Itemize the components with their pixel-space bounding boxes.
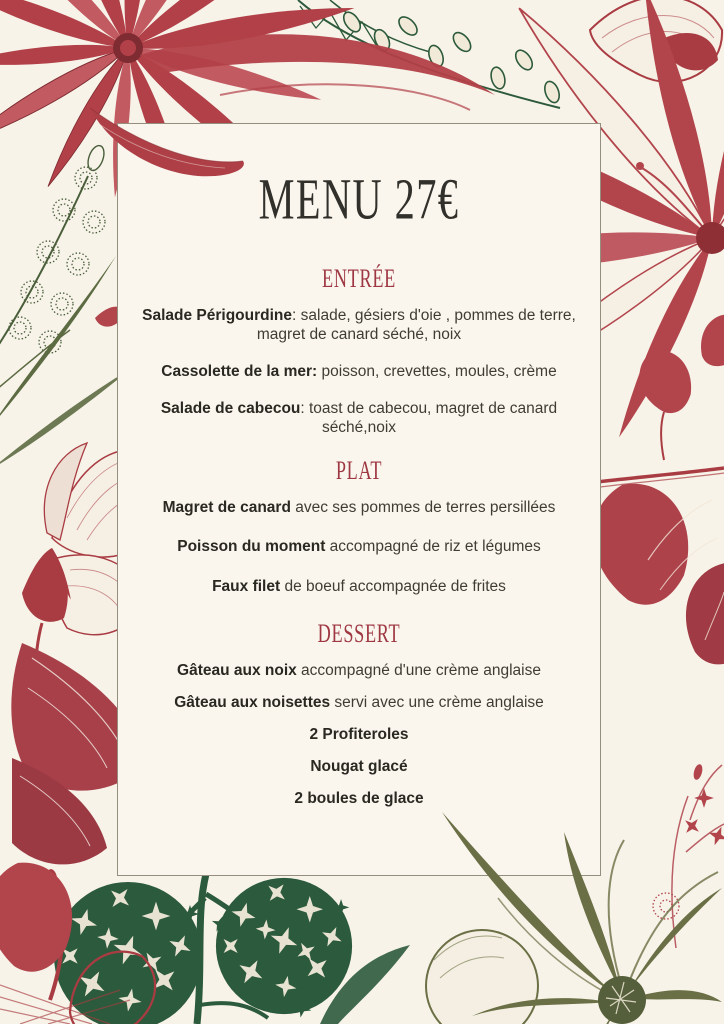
menu-item xyxy=(140,790,578,809)
menu-item-name: Magret de canard xyxy=(162,498,291,516)
menu-item xyxy=(140,400,578,438)
menu-item-desc: accompagné d'une crème anglaise xyxy=(296,662,541,680)
menu-item-name: Poisson du moment xyxy=(177,538,326,556)
menu-item-name: Salade Périgourdine xyxy=(142,307,293,324)
menu-item-desc: avec ses pommes de terres persillées xyxy=(290,498,556,516)
menu-item xyxy=(140,578,578,597)
section-heading-dessert: DESSERT xyxy=(317,619,401,649)
menu-item-desc: accompagné de riz et légumes xyxy=(325,538,541,556)
menu-item-name: 2 boules de glace xyxy=(294,789,424,807)
menu-item xyxy=(140,363,578,382)
menu-item xyxy=(140,662,578,681)
menu-item-name: Gâteau aux noix xyxy=(177,662,297,680)
section-heading-plat: PLAT xyxy=(335,455,383,485)
menu-item xyxy=(140,758,578,777)
menu-item-desc: poisson, crevettes, moules, crème xyxy=(317,362,557,380)
menu-item-desc: servi avec une crème anglaise xyxy=(330,694,544,712)
menu-item-desc: : toast de cabecou, magret de canard séché,noix xyxy=(300,399,558,436)
menu-item-name: 2 Profiteroles xyxy=(309,726,409,744)
menu-item-name: Faux filet xyxy=(212,578,281,596)
wattle-sprig-left xyxy=(0,143,132,470)
section-heading-entree: ENTRÉE xyxy=(322,264,396,293)
menu-item-desc: de boeuf accompagnée de frites xyxy=(280,578,506,596)
menu-card xyxy=(117,123,601,876)
menu-title: MENU 27€ xyxy=(258,167,460,233)
section-entree xyxy=(140,266,578,438)
menu-item xyxy=(140,538,578,557)
menu-item-name: Nougat glacé xyxy=(310,757,408,775)
menu-item xyxy=(140,694,578,713)
menu-item xyxy=(140,307,578,345)
green-hydrangea-bottom-left xyxy=(46,874,410,1024)
menu-item xyxy=(140,726,578,745)
menu-item-name: Gâteau aux noisettes xyxy=(174,694,331,712)
menu-item-name: Salade de cabecou xyxy=(160,399,301,417)
menu-item xyxy=(140,499,578,518)
menu-item-name: Cassolette de la mer: xyxy=(161,362,318,380)
menu-item-desc: : salade, gésiers d'oie , pommes de terre, magret de canard séché, noix xyxy=(256,307,576,343)
section-dessert xyxy=(140,621,578,809)
section-plat xyxy=(140,455,578,598)
